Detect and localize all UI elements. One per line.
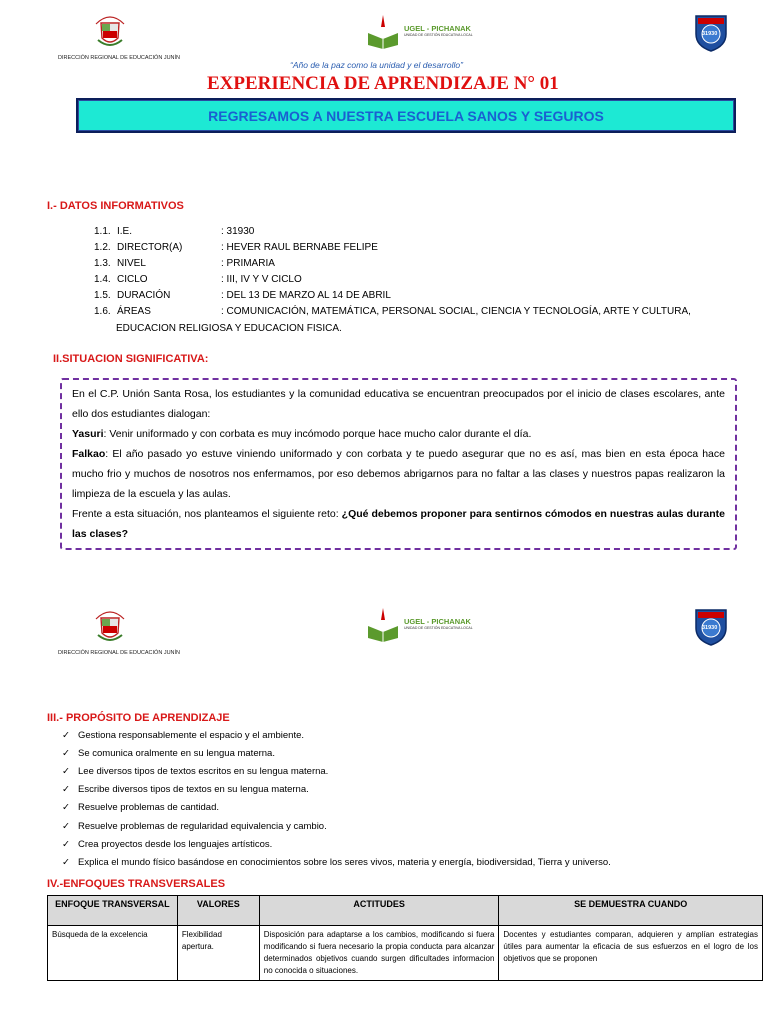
- cell-actitudes: Disposición para adaptarse a los cambios, modificando si fuera modificando si fuera necesario la propia conducta para alcanzar determinados objetivos cuando surgen dificultades informacion no conocida o situaciones.: [259, 926, 499, 981]
- dre-label: DIRECCIÓN REGIONAL DE EDUCACIÓN JUNÍN: [58, 650, 181, 656]
- ugel-book-icon: [366, 606, 400, 642]
- datos-value: : 31930: [221, 226, 255, 237]
- datos-label: DURACIÓN: [117, 290, 171, 301]
- datos-num: 1.6.: [94, 306, 111, 317]
- ugel-sub: UNIDAD DE GESTIÓN EDUCATIVA LOCAL: [404, 625, 473, 630]
- banner-text: REGRESAMOS A NUESTRA ESCUELA SANOS Y SEGUROS: [208, 107, 604, 124]
- proposito-text: Escribe diversos tipos de textos en su lengua materna.: [78, 784, 309, 795]
- proposito-text: Explica el mundo físico basándose en conocimientos sobre los seres vivos, materia y energía, biodiversidad, Tierra y universo.: [78, 857, 611, 868]
- check-icon: ✓: [62, 857, 70, 868]
- datos-value: : DEL 13 DE MARZO AL 14 DE ABRIL: [221, 290, 391, 301]
- datos-num: 1.3.: [94, 258, 111, 269]
- school-number: 31930: [702, 625, 718, 631]
- proposito-text: Lee diversos tipos de textos escritos en su lengua materna.: [78, 766, 329, 777]
- proposito-heading: III.- PROPÓSITO DE APRENDIZAJE: [47, 712, 230, 724]
- datos-areas-cont: EDUCACION RELIGIOSA Y EDUCACION FISICA.: [116, 323, 342, 334]
- check-icon: ✓: [62, 802, 70, 813]
- datos-num: 1.4.: [94, 274, 111, 285]
- col-demuestra: SE DEMUESTRA CUANDO: [499, 896, 763, 926]
- list-item: [62, 784, 309, 795]
- school-shield: [692, 606, 730, 651]
- proposito-text: Gestiona responsablemente el espacio y el ambiente.: [78, 730, 305, 741]
- datos-label: ÁREAS: [117, 306, 151, 317]
- check-icon: ✓: [62, 766, 70, 777]
- list-item: [62, 748, 275, 759]
- situacion-text: [72, 384, 725, 544]
- datos-value: : PRIMARIA: [221, 258, 275, 269]
- situacion-intro: En el C.P. Unión Santa Rosa, los estudiantes y la comunidad educativa se encuentran preocupados por el inicio de clases escolares, ante ello dos estudiantes dialogan:: [72, 388, 725, 420]
- cell-enfoque: Búsqueda de la excelencia: [48, 926, 178, 981]
- situacion-heading: II.SITUACION SIGNIFICATIVA:: [53, 353, 209, 365]
- datos-heading: I.- DATOS INFORMATIVOS: [47, 200, 184, 212]
- school-shield: [692, 12, 730, 57]
- ugel-name: UGEL - PICHANAK: [404, 24, 471, 34]
- datos-label: I.E.: [117, 226, 133, 237]
- title-banner: [76, 98, 736, 133]
- enfoques-table: [47, 895, 763, 981]
- datos-value: : HEVER RAUL BERNABE FELIPE: [221, 242, 378, 253]
- datos-label: DIRECTOR(A): [117, 242, 183, 253]
- list-item: [62, 821, 327, 832]
- check-icon: ✓: [62, 821, 70, 832]
- datos-label: CICLO: [117, 274, 148, 285]
- check-icon: ✓: [62, 784, 70, 795]
- school-number: 31930: [702, 31, 718, 37]
- ugel-logo: [366, 606, 473, 642]
- reto-intro: Frente a esta situación, nos planteamos el siguiente reto:: [72, 508, 342, 520]
- dialogue-yasuri: : Venir uniformado y con corbata es muy incómodo porque hace mucho calor durante el día.: [103, 428, 532, 440]
- peru-crest: [92, 10, 128, 55]
- dialogue-falkao: : El año pasado yo estuve viniendo uniformado y con corbata y te puedo asegurar que no es así, mas bien en esta época hace mucho frio y muchos de nosotros nos enfermamos, por eso debemos abrigarnos para no faltar a las clases y nuestros papas realizaron la limpieza de la escuela y las aulas.: [72, 448, 725, 500]
- dre-label: DIRECCIÓN REGIONAL DE EDUCACIÓN JUNÍN: [58, 55, 181, 61]
- datos-num: 1.1.: [94, 226, 111, 237]
- datos-label: NIVEL: [117, 258, 146, 269]
- col-actitudes: ACTITUDES: [259, 896, 499, 926]
- cell-valores: Flexibilidad apertura.: [177, 926, 259, 981]
- col-enfoque: ENFOQUE TRANSVERSAL: [48, 896, 178, 926]
- datos-num: 1.2.: [94, 242, 111, 253]
- check-icon: ✓: [62, 839, 70, 850]
- ugel-name: UGEL - PICHANAK: [404, 617, 471, 627]
- col-valores: VALORES: [177, 896, 259, 926]
- motto: “Año de la paz como la unidad y el desarrollo”: [290, 60, 463, 70]
- ugel-book-icon: [366, 13, 400, 49]
- reto-question: ¿Qué debemos proponer para sentirnos cómodos en nuestras aulas durante las clases?: [72, 508, 725, 540]
- table-row: [48, 926, 763, 981]
- proposito-text: Crea proyectos desde los lenguajes artísticos.: [78, 839, 273, 850]
- list-item: [62, 839, 272, 850]
- list-item: [62, 857, 611, 868]
- speaker-yasuri: Yasuri: [72, 428, 104, 440]
- cell-demuestra: Docentes y estudiantes comparan, adquieren y amplían estrategias útiles para aumentar la eficacia de sus esfuerzos en el logro de los objetivos que se proponen: [499, 926, 763, 981]
- ugel-sub: UNIDAD DE GESTIÓN EDUCATIVA LOCAL: [404, 32, 473, 37]
- check-icon: ✓: [62, 748, 70, 759]
- proposito-text: Se comunica oralmente en su lengua materna.: [78, 748, 275, 759]
- enfoques-heading: IV.-ENFOQUES TRANSVERSALES: [47, 878, 226, 890]
- ugel-logo: [366, 13, 473, 49]
- list-item: [62, 730, 304, 741]
- speaker-falkao: Falkao: [72, 448, 106, 460]
- list-item: [62, 766, 328, 777]
- check-icon: ✓: [62, 730, 70, 741]
- situacion-box: [60, 378, 737, 550]
- proposito-text: Resuelve problemas de cantidad.: [78, 802, 220, 813]
- peru-crest: [92, 605, 128, 650]
- page-title: EXPERIENCIA DE APRENDIZAJE N° 01: [207, 73, 559, 94]
- list-item: [62, 802, 219, 813]
- datos-num: 1.5.: [94, 290, 111, 301]
- datos-value: : III, IV Y V CICLO: [221, 274, 302, 285]
- datos-value: : COMUNICACIÓN, MATEMÁTICA, PERSONAL SOCIAL, CIENCIA Y TECNOLOGÍA, ARTE Y CULTURA,: [221, 306, 691, 317]
- proposito-text: Resuelve problemas de regularidad equivalencia y cambio.: [78, 821, 327, 832]
- table-header-row: [48, 896, 763, 926]
